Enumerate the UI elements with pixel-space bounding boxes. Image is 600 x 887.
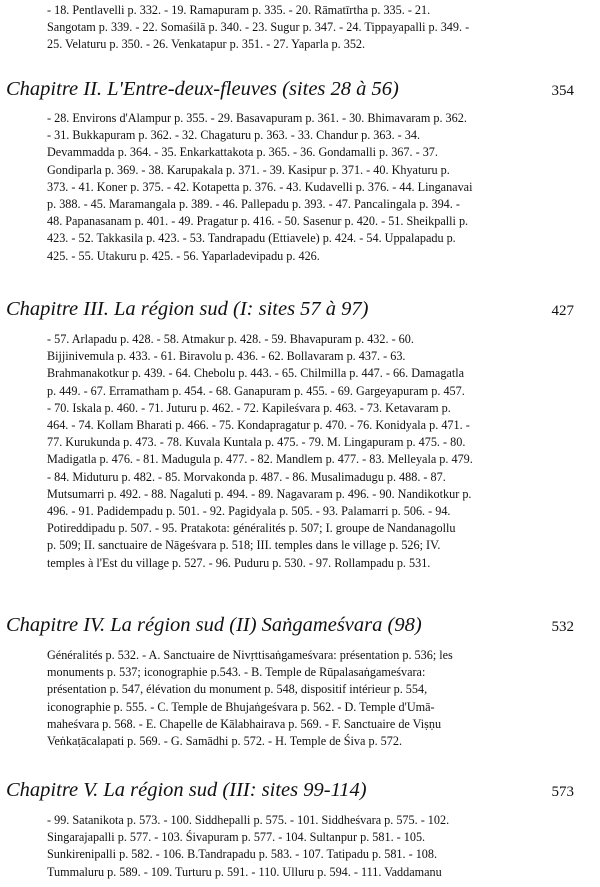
text-line: temples à l'Est du village p. 527. - 96. Puduru p. 530. - 97. Rollampadu p. 531. xyxy=(47,555,431,570)
chapter-title: Chapitre IV. La région sud (II) Saṅgameśvara (98) xyxy=(6,614,422,636)
text-line: - 31. Bukkapuram p. 362. - 32. Chagaturu p. 363. - 33. Chandur p. 363. - 34. xyxy=(47,128,421,143)
text-line: 425. - 55. Utakuru p. 425. - 56. Yaparladevipadu p. 426. xyxy=(47,248,320,263)
text-line: Tummaluru p. 589. - 109. Turturu p. 591. - 110. Ulluru p. 594. - 111. Vaddamanu xyxy=(47,864,442,879)
chapter-title: Chapitre II. L'Entre-deux-fleuves (sites 28 à 56) xyxy=(6,78,399,100)
chapter-heading-2 xyxy=(6,78,574,101)
text-line: - 84. Miduturu p. 482. - 85. Morvakonda p. 487. - 86. Musalimadugu p. 488. - 87. xyxy=(47,469,446,484)
text-line: 464. - 74. Kollam Bharati p. 466. - 75. Kondapragatur p. 470. - 76. Konidyala p. 471. - xyxy=(47,418,470,433)
text-line: Potireddipadu p. 507. - 95. Pratakota: généralités p. 507; I. groupe de Nandanagollu xyxy=(47,521,456,536)
text-line: maheśvara p. 568. - E. Chapelle de Kālabhairava p. 569. - F. Sanctuaire de Viṣṇu xyxy=(47,716,442,731)
text-line: Veṅkaṭācalapati p. 569. - G. Samādhi p. 572. - H. Temple de Śiva p. 572. xyxy=(47,734,402,749)
text-line: - 18. Pentlavelli p. 332. - 19. Ramapuram p. 335. - 20. Rāmatīrtha p. 335. - 21. xyxy=(47,3,431,17)
chapter-title: Chapitre III. La région sud (I: sites 57 à 97) xyxy=(6,298,369,320)
chapter-page-number: 354 xyxy=(551,83,574,99)
chapter-entries-4 xyxy=(47,647,557,750)
chapter-page-number: 427 xyxy=(551,303,574,319)
intro-entries xyxy=(47,2,557,54)
text-line: Bijjinivemula p. 433. - 61. Biravolu p. 436. - 62. Bollavaram p. 437. - 63. xyxy=(47,349,406,364)
text-line: p. 509; II. sanctuaire de Nāgeśvara p. 518; III. temples dans le village p. 526; IV. xyxy=(47,538,441,553)
text-line: Mutsumarri p. 492. - 88. Nagaluti p. 494. - 89. Nagavaram p. 496. - 90. Nandikotkur p. xyxy=(47,486,472,501)
text-line: 423. - 52. Takkasila p. 423. - 53. Tandrapadu (Ettiavele) p. 424. - 54. Uppalapadu p. xyxy=(47,231,456,246)
text-line: 373. - 41. Koner p. 375. - 42. Kotapetta p. 376. - 43. Kudavelli p. 376. - 44. Linganavai xyxy=(47,179,473,194)
chapter-heading-3 xyxy=(6,298,574,321)
text-line: 25. Velaturu p. 350. - 26. Venkatapur p. 351. - 27. Yaparla p. 352. xyxy=(47,37,366,52)
text-line: - 28. Environs d'Alampur p. 355. - 29. Basavapuram p. 361. - 30. Bhimavaram p. 362. xyxy=(47,111,467,125)
text-line: iconographie p. 555. - C. Temple de Bhujaṅgeśvara p. 562. - D. Temple d'Umā- xyxy=(47,699,435,714)
text-line: p. 449. - 67. Erramatham p. 454. - 68. Ganapuram p. 455. - 69. Gargeyapuram p. 457. xyxy=(47,383,465,398)
chapter-entries-2 xyxy=(47,110,557,265)
text-line: Généralités p. 532. - A. Sanctuaire de Nivṛttisaṅgameśvara: présentation p. 536; les xyxy=(47,648,453,662)
text-line: - 70. Iskala p. 460. - 71. Juturu p. 462. - 72. Kapileśvara p. 463. - 73. Ketavaram p. xyxy=(47,400,451,415)
text-line: Madigatla p. 476. - 81. Madugula p. 477. - 82. Mandlem p. 477. - 83. Melleyala p. 479. xyxy=(47,452,473,467)
text-line: 77. Kurukunda p. 473. - 78. Kuvala Kuntala p. 475. - 79. M. Lingapuram p. 475. - 80. xyxy=(47,435,466,450)
chapter-heading-4 xyxy=(6,614,574,637)
text-line: Gondiparla p. 369. - 38. Karupakala p. 371. - 39. Kasipur p. 371. - 40. Khyaturu p. xyxy=(47,162,450,177)
text-line: 496. - 91. Padidempadu p. 501. - 92. Pagidyala p. 505. - 93. Palamarri p. 506. - 94. xyxy=(47,504,451,519)
chapter-entries-3 xyxy=(47,331,557,572)
chapter-page-number: 532 xyxy=(551,619,574,635)
text-line: p. 388. - 45. Maramangala p. 389. - 46. Pallepadu p. 393. - 47. Pancalingala p. 394. - xyxy=(47,197,460,212)
text-line: Devammadda p. 364. - 35. Enkarkattakota p. 365. - 36. Gondamalli p. 367. - 37. xyxy=(47,145,438,160)
chapter-page-number: 573 xyxy=(551,784,574,800)
text-line: - 99. Satanikota p. 573. - 100. Siddhepalli p. 575. - 101. Siddheśvara p. 575. - 102. xyxy=(47,813,450,827)
text-line: présentation p. 547, élévation du monument p. 548, dispositif intérieur p. 554, xyxy=(47,682,428,697)
text-line: Sangotam p. 339. - 22. Somaśilā p. 340. - 23. Sugur p. 347. - 24. Tippayapalli p. 349. - xyxy=(47,20,470,35)
text-line: 48. Papanasanam p. 401. - 49. Pragatur p. 416. - 50. Sasenur p. 420. - 51. Sheikpalli p. xyxy=(47,214,469,229)
chapter-title: Chapitre V. La région sud (III: sites 99-114) xyxy=(6,779,367,801)
text-line: Brahmanakotkur p. 439. - 64. Chebolu p. 443. - 65. Chilmilla p. 447. - 66. Damagatla xyxy=(47,366,465,381)
chapter-entries-5 xyxy=(47,812,557,881)
text-line: Singarajapalli p. 577. - 103. Śivapuram p. 577. - 104. Sultanpur p. 581. - 105. xyxy=(47,830,426,845)
text-line: - 57. Arlapadu p. 428. - 58. Atmakur p. 428. - 59. Bhavapuram p. 432. - 60. xyxy=(47,332,414,346)
chapter-heading-5 xyxy=(6,779,574,802)
text-line: monuments p. 537; iconographie p.543. - B. Temple de Rūpalasaṅgameśvara: xyxy=(47,665,426,680)
text-line: Sunkirenipalli p. 582. - 106. B.Tandrapadu p. 583. - 107. Tatipadu p. 581. - 108. xyxy=(47,847,438,862)
